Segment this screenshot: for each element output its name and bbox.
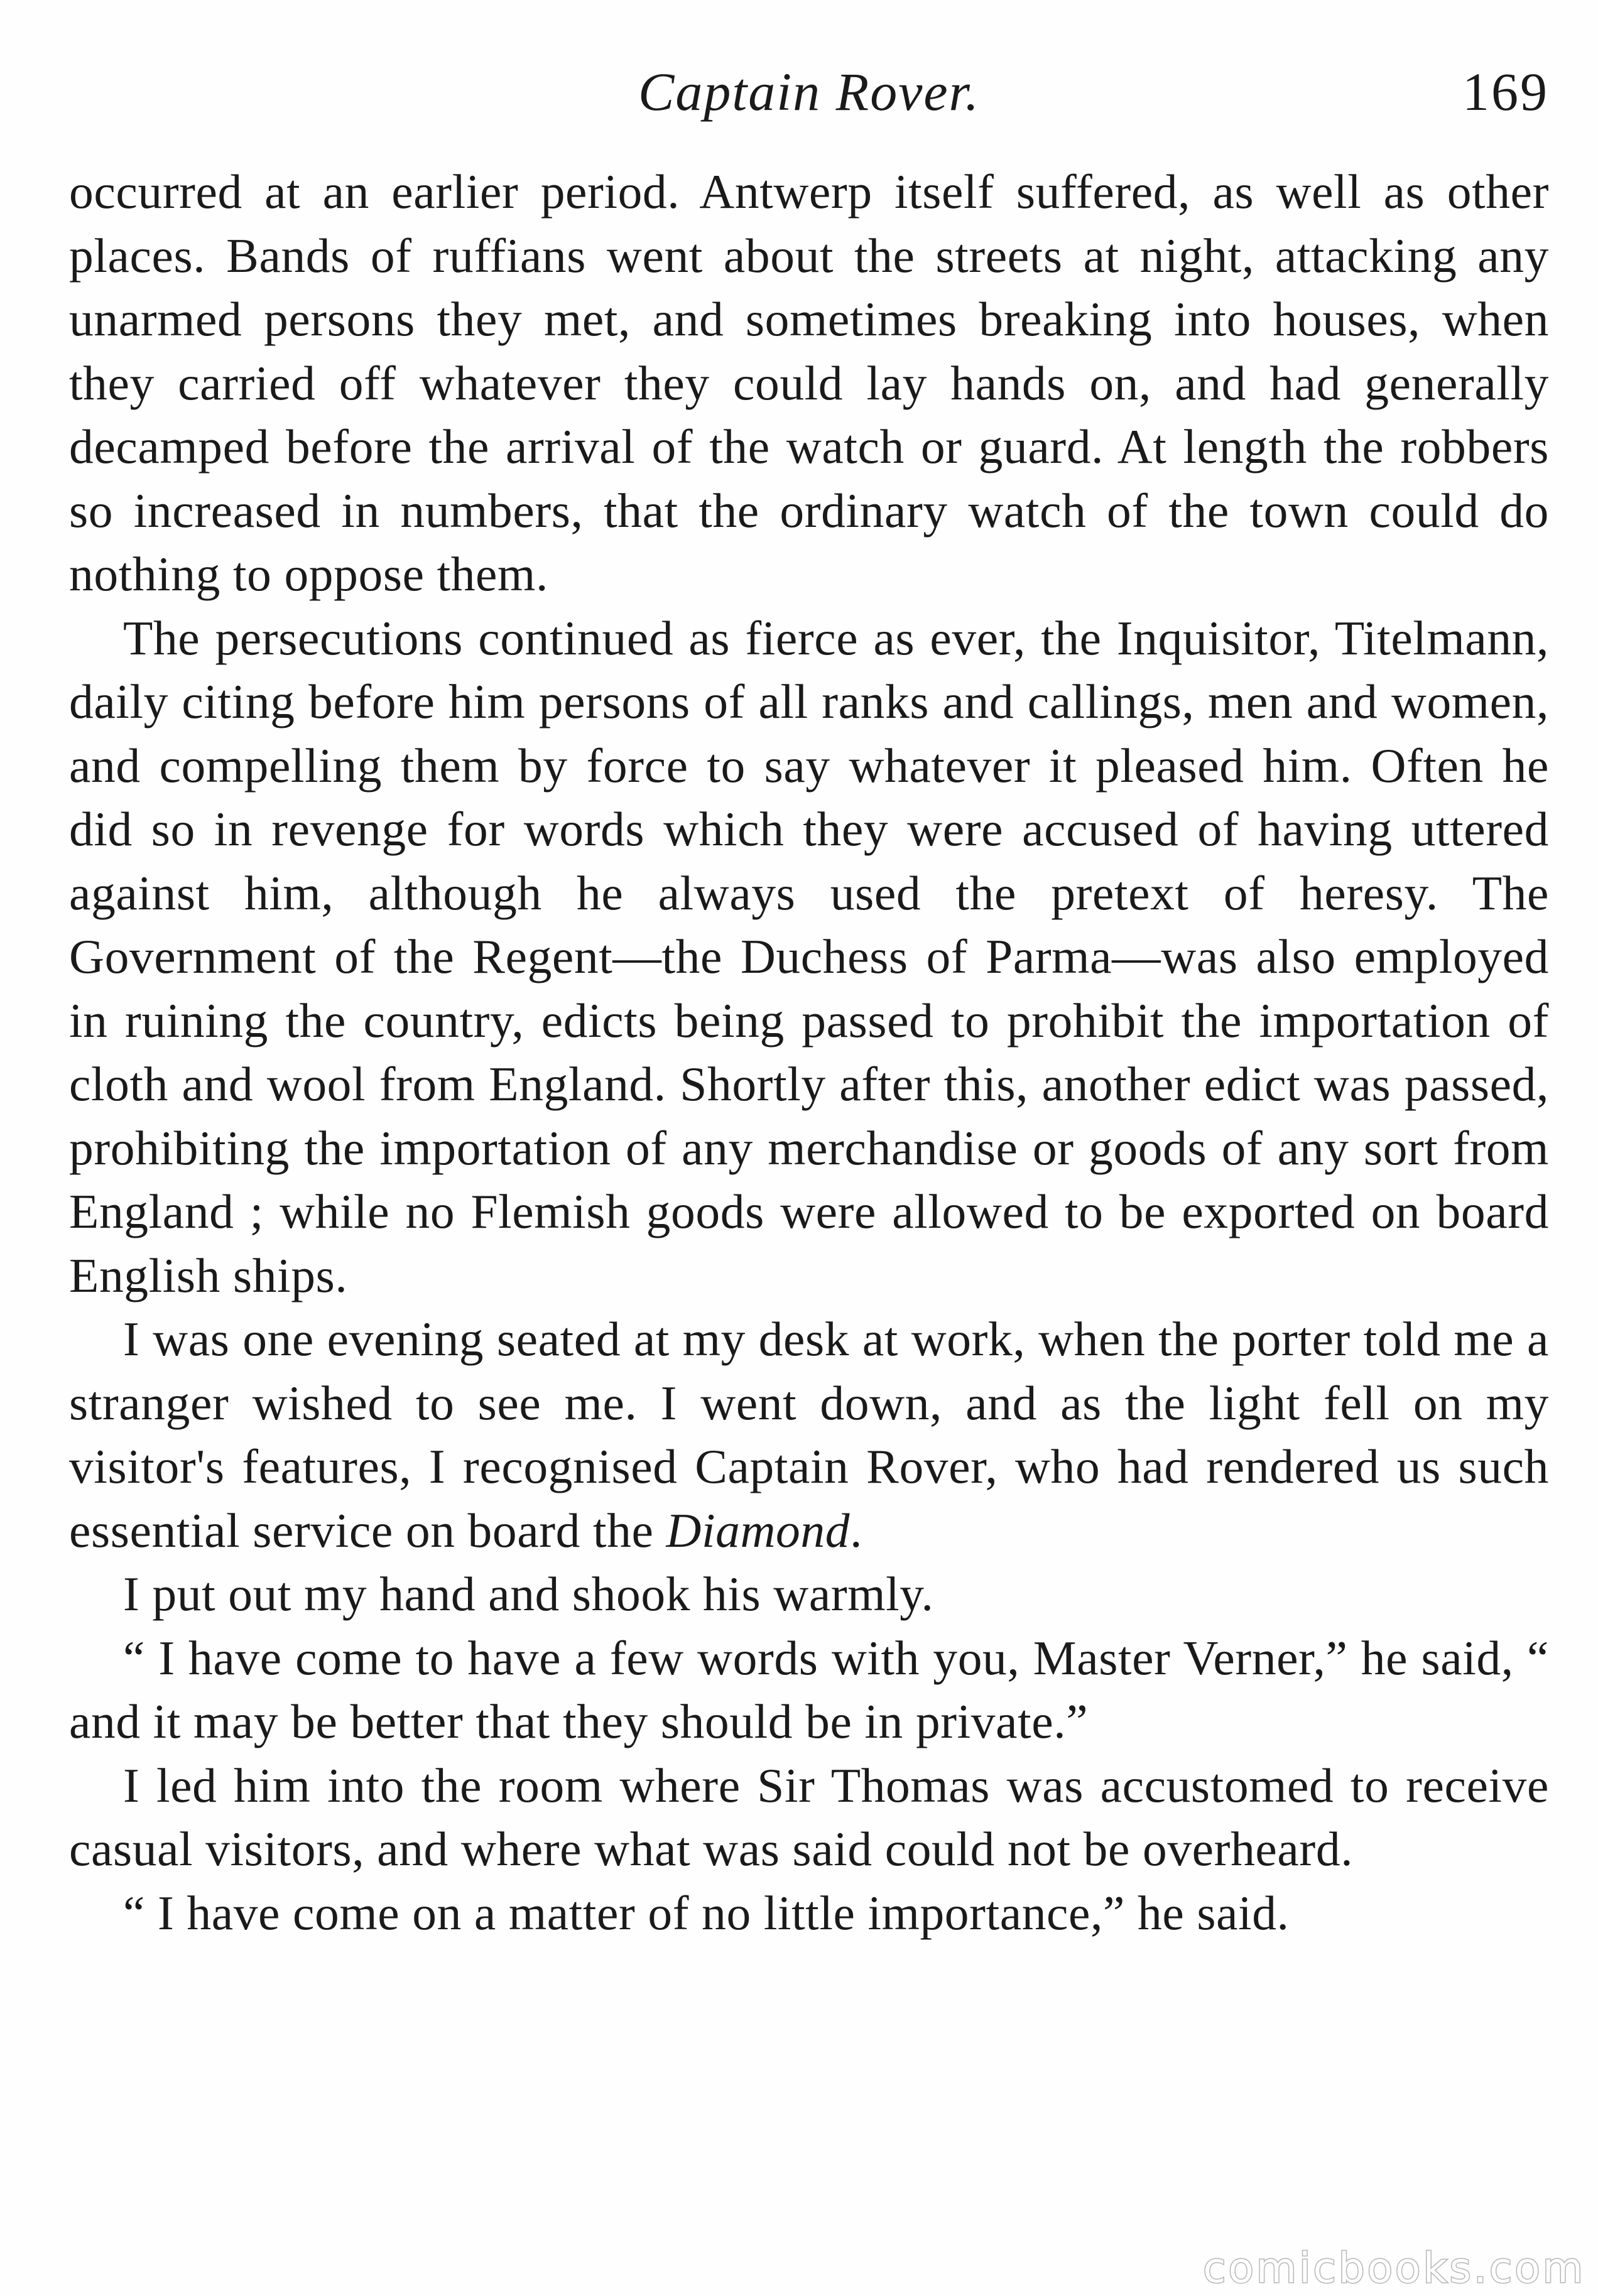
paragraph-1: occurred at an earlier period. Antwerp itself suffered, as well as other places. Bands of ruffians went about the streets at night, attacking any unarmed persons they met, and sometimes breaking into houses, when they carried off whatever they could lay hands on, and had generally decamped before the arrival of the watch or guard. At length the robbers so increased in numbers, that the ordinary watch of the town could do nothing to oppose them. bbox=[69, 165, 1549, 601]
watermark: comicbooks.com bbox=[1203, 2244, 1585, 2292]
running-title: Captain Rover. bbox=[638, 62, 980, 122]
body-text bbox=[69, 160, 1549, 1945]
page-header bbox=[69, 60, 1549, 142]
page-number: 169 bbox=[1462, 62, 1549, 122]
paragraph-3 bbox=[69, 1308, 1549, 1562]
paragraph-5: “ I have come to have a few words with you, Master Verner,” he said, “ and it may be better that they should be in private.” bbox=[69, 1630, 1549, 1748]
ship-name: Diamond bbox=[666, 1503, 851, 1557]
paragraph-4: I put out my hand and shook his warmly. bbox=[123, 1567, 934, 1621]
paragraph-7: “ I have come on a matter of no little importance,” he said. bbox=[123, 1885, 1290, 1940]
paragraph-6: I led him into the room where Sir Thomas was accustomed to receive casual visitors, and where what was said could not be overheard. bbox=[69, 1758, 1549, 1876]
paragraph-3-text: I was one evening seated at my desk at work, when the porter told me a stranger wished to see me. I went down, and as the light fell on my visitor's features, I recognised Captain Rover, who had rendered us such essential service on board the bbox=[69, 1312, 1549, 1557]
paragraph-2: The persecutions continued as fierce as ever, the Inquisitor, Titelmann, daily citing before him persons of all ranks and callings, men and women, and compelling them by force to say whatever it pleased him. Often he did so in revenge for words which they were accused of having uttered against him, although he always used the pretext of heresy. The Government of the Regent—the Duchess of Parma—was also employed in ruining the country, edicts being passed to prohibit the importation of cloth and wool from England. Shortly after this, another edict was passed, prohibiting the importation of any merchandise or goods of any sort from England ; while no Flemish goods were allowed to be exported on board English ships. bbox=[69, 610, 1549, 1302]
paragraph-3-end: . bbox=[850, 1503, 863, 1557]
